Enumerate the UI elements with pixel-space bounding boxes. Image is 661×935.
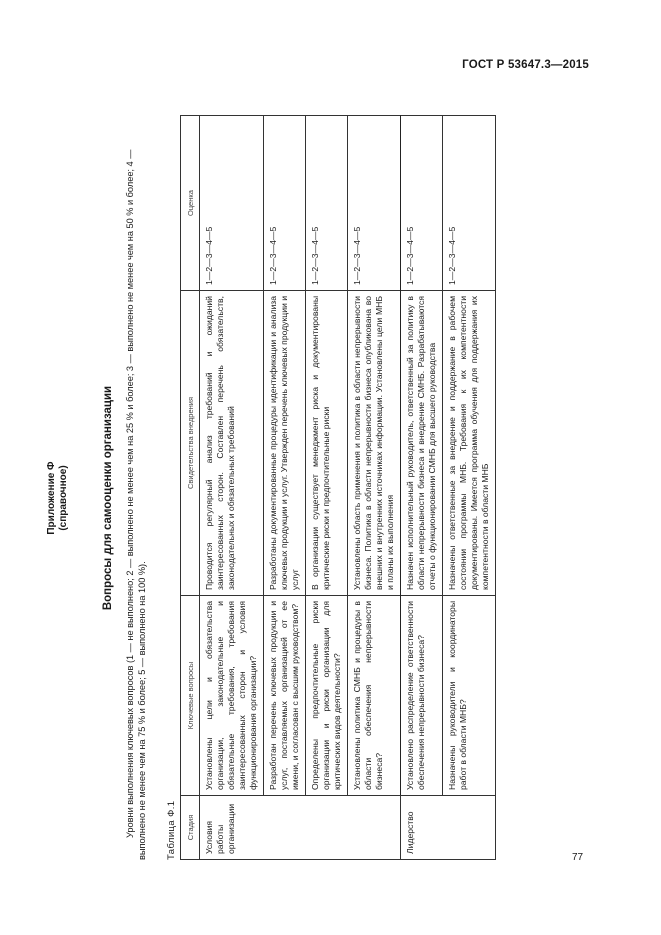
rotated-page-content [30,98,590,898]
evidence-cell: Назначены ответственные за внедрение и поддержание в рабочем состоянии программы МНБ. Требования к их компетентности документированы. Имеется программа обучения для поддержания их компетентности в области МНБ [443,291,496,596]
table-row [264,116,306,860]
question-cell: Разработан перечень ключевых продукции и услуг, поставляемых организацией от ее имени, и согласован с высшим руководством? [264,596,306,796]
score-cell: 1—2—3—4—5 [401,116,443,291]
score-cell: 1—2—3—4—5 [443,116,496,291]
table-header-row [181,116,200,860]
evidence-cell: Проводится регулярный анализ требований и ожиданий заинтересованных сторон. Составлен перечень обязательств, законодательных и обязательных требований [200,291,264,596]
header-evidence: Свидетельства внедрения [181,291,200,596]
score-cell: 1—2—3—4—5 [200,116,264,291]
appendix-heading [46,98,70,898]
table-row [306,116,348,860]
question-cell: Назначены руководители и координаторы работ в области МНБ? [443,596,496,796]
score-cell: 1—2—3—4—5 [264,116,306,291]
evidence-cell: Разработаны документированные процедуры идентификации и анализа ключевых продукции и услуг. Утвержден перечень ключевых продукции и услуг [264,291,306,596]
table-row [401,116,443,860]
page-number: 77 [572,852,584,863]
intro-paragraph: Уровни выполнения ключевых вопросов (1 — не выполнено; 2 — выполнено не менее чем на 25 % и более; 3 — выполнено не менее чем на 50 % и более; 4 — выполнено не менее чем на 75 % и более; 5 — выполнено на 100 %). [125,149,147,860]
table-row [443,116,496,860]
table-row [200,116,264,860]
table-caption: Таблица Ф.1 [166,800,177,860]
header-stage: Стадия [181,796,200,860]
self-assessment-table [180,115,496,860]
question-cell: Установлено распределение ответственности обеспечения непрерывности бизнеса? [401,596,443,796]
header-score: Оценка [181,116,200,291]
appendix-subtitle: (справочное) [58,465,69,531]
table-row [348,116,401,860]
appendix-title: Приложение Ф [46,461,57,535]
score-cell: 1—2—3—4—5 [306,116,348,291]
document-code: ГОСТ Р 53647.3—2015 [462,59,589,71]
stage-cell: Лидерство [401,796,496,860]
evidence-cell: Установлены область применения и политика в области непрерывности бизнеса. Политика в области непрерывности бизнеса опубликована во внешних и внутренних источниках информации. Установлены цели МНБ и планы их выполнения [348,291,401,596]
evidence-cell: Назначен исполнительный руководитель, ответственный за политику в области непрерывности бизнеса и внедрение СМНБ. Разрабатываются отчеты о функционировании СМНБ для высшего руководства [401,291,443,596]
question-cell: Установлены цели и обязательства организации, законодательные и обязательные требования, требования заинтересованных сторон и условия функционирования организации? [200,596,264,796]
score-cell: 1—2—3—4—5 [348,116,401,291]
question-cell: Установлены политика СМНБ и процедуры в области обеспечения непрерывности бизнеса? [348,596,401,796]
evidence-cell: В организации существует менеджмент риска и документированы критические риски и предпочтительные риски [306,291,348,596]
stage-cell: Условия работы организации [200,796,401,860]
section-title: Вопросы для самооценки организации [102,385,114,611]
header-key-questions: Ключевые вопросы [181,596,200,796]
question-cell: Определены предпочтительные риски организации и риски организации для критических видов деятельности? [306,596,348,796]
